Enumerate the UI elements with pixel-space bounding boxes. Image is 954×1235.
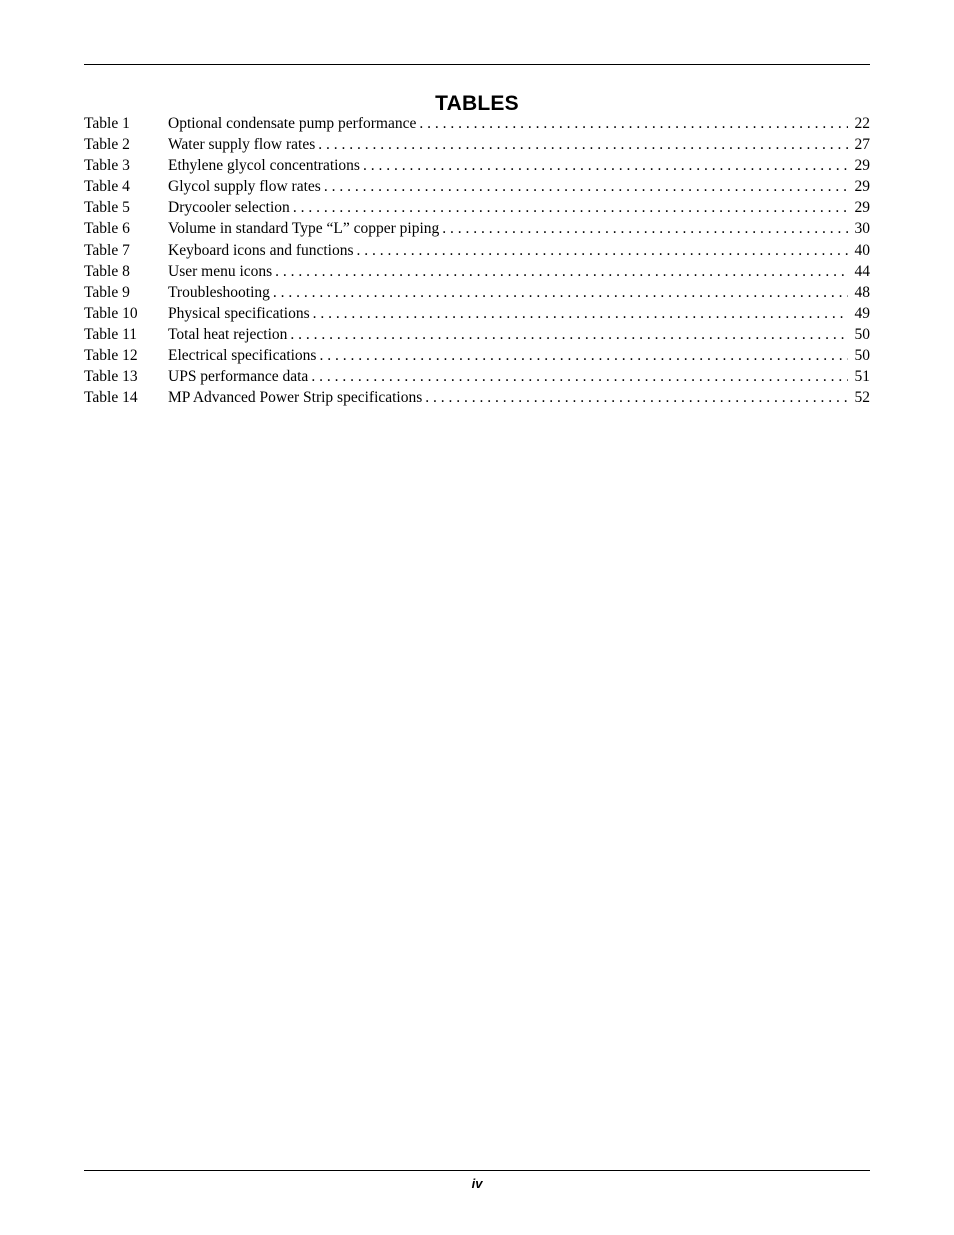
- toc-entry-title: Optional condensate pump performance: [168, 115, 417, 132]
- toc-entry-title: Water supply flow rates: [168, 136, 316, 154]
- toc-entry-label: Table 2: [84, 136, 130, 154]
- toc-entry[interactable]: [84, 176, 870, 197]
- toc-entry-label: Table 8: [84, 262, 130, 280]
- dot-leader: [425, 387, 848, 408]
- toc-entry-label: Table 13: [84, 368, 138, 386]
- toc-entry-label: Table 5: [84, 199, 130, 217]
- toc-entry[interactable]: [84, 155, 870, 176]
- toc-entry[interactable]: [84, 366, 870, 387]
- toc-entry-page: 40: [854, 241, 870, 259]
- toc-entry-page: 29: [854, 178, 870, 196]
- toc-entry[interactable]: [84, 303, 870, 324]
- toc-entry-title: UPS performance data: [168, 368, 309, 386]
- header-rule: [84, 64, 870, 65]
- toc-entry-title: Electrical specifications: [168, 347, 317, 365]
- toc-entry-title: MP Advanced Power Strip specifications: [168, 389, 423, 407]
- dot-leader: [324, 176, 848, 197]
- footer-rule: [84, 1170, 870, 1171]
- toc-entry-page: 50: [854, 347, 870, 365]
- toc-entry-page: 51: [854, 368, 870, 386]
- toc-entry-title: Drycooler selection: [168, 199, 290, 217]
- toc-entry-label: Table 1: [84, 115, 130, 132]
- toc-entry-page: 52: [854, 389, 870, 407]
- toc-entry[interactable]: [84, 387, 870, 408]
- footer-page-number: iv: [471, 1176, 483, 1191]
- dot-leader: [275, 261, 848, 282]
- toc-entry[interactable]: [84, 261, 870, 282]
- toc-entry-title: Total heat rejection: [168, 325, 288, 343]
- toc-entry[interactable]: [84, 134, 870, 155]
- toc-entry[interactable]: [84, 240, 870, 261]
- toc-entry-label: Table 11: [84, 325, 138, 343]
- toc-entry[interactable]: [84, 197, 870, 218]
- toc-entry[interactable]: [84, 345, 870, 366]
- dot-leader: [357, 240, 848, 261]
- dot-leader: [311, 366, 848, 387]
- toc-entry-page: 49: [854, 304, 870, 322]
- dot-leader: [318, 134, 848, 155]
- dot-leader: [363, 155, 848, 176]
- toc-entry-page: 30: [854, 220, 870, 238]
- dot-leader: [290, 324, 848, 345]
- toc-entry-title: Glycol supply flow rates: [168, 178, 321, 196]
- toc-entry-page: 29: [854, 157, 870, 175]
- table-of-tables: [84, 113, 870, 408]
- toc-entry-label: Table 14: [84, 389, 138, 407]
- toc-entry-page: 29: [854, 199, 870, 217]
- toc-entry-title: User menu icons: [168, 262, 273, 280]
- toc-entry-title: Ethylene glycol concentrations: [168, 157, 360, 175]
- toc-entry-page: 50: [854, 325, 870, 343]
- toc-entry-page: 48: [854, 283, 870, 301]
- toc-entry-label: Table 6: [84, 220, 130, 238]
- toc-entry-label: Table 10: [84, 304, 138, 322]
- toc-entry-label: Table 12: [84, 347, 138, 365]
- toc-entry[interactable]: [84, 218, 870, 239]
- dot-leader: [419, 113, 848, 134]
- toc-entry-page: 22: [854, 115, 870, 132]
- toc-entry-page: 27: [854, 136, 870, 154]
- toc-entry-label: Table 3: [84, 157, 130, 175]
- toc-entry-title: Volume in standard Type “L” copper piping: [168, 220, 440, 238]
- toc-entry-title: Keyboard icons and functions: [168, 241, 354, 259]
- toc-entry[interactable]: [84, 324, 870, 345]
- dot-leader: [319, 345, 848, 366]
- toc-entry-label: Table 4: [84, 178, 130, 196]
- toc-entry-title: Troubleshooting: [168, 283, 270, 301]
- toc-entry[interactable]: [84, 113, 870, 134]
- toc-entry-page: 44: [854, 262, 870, 280]
- toc-entry[interactable]: [84, 282, 870, 303]
- dot-leader: [293, 197, 848, 218]
- dot-leader: [442, 218, 848, 239]
- dot-leader: [313, 303, 848, 324]
- toc-entry-label: Table 9: [84, 283, 130, 301]
- toc-entry-label: Table 7: [84, 241, 130, 259]
- toc-entry-title: Physical specifications: [168, 304, 310, 322]
- dot-leader: [273, 282, 848, 303]
- page-title: TABLES: [435, 92, 519, 116]
